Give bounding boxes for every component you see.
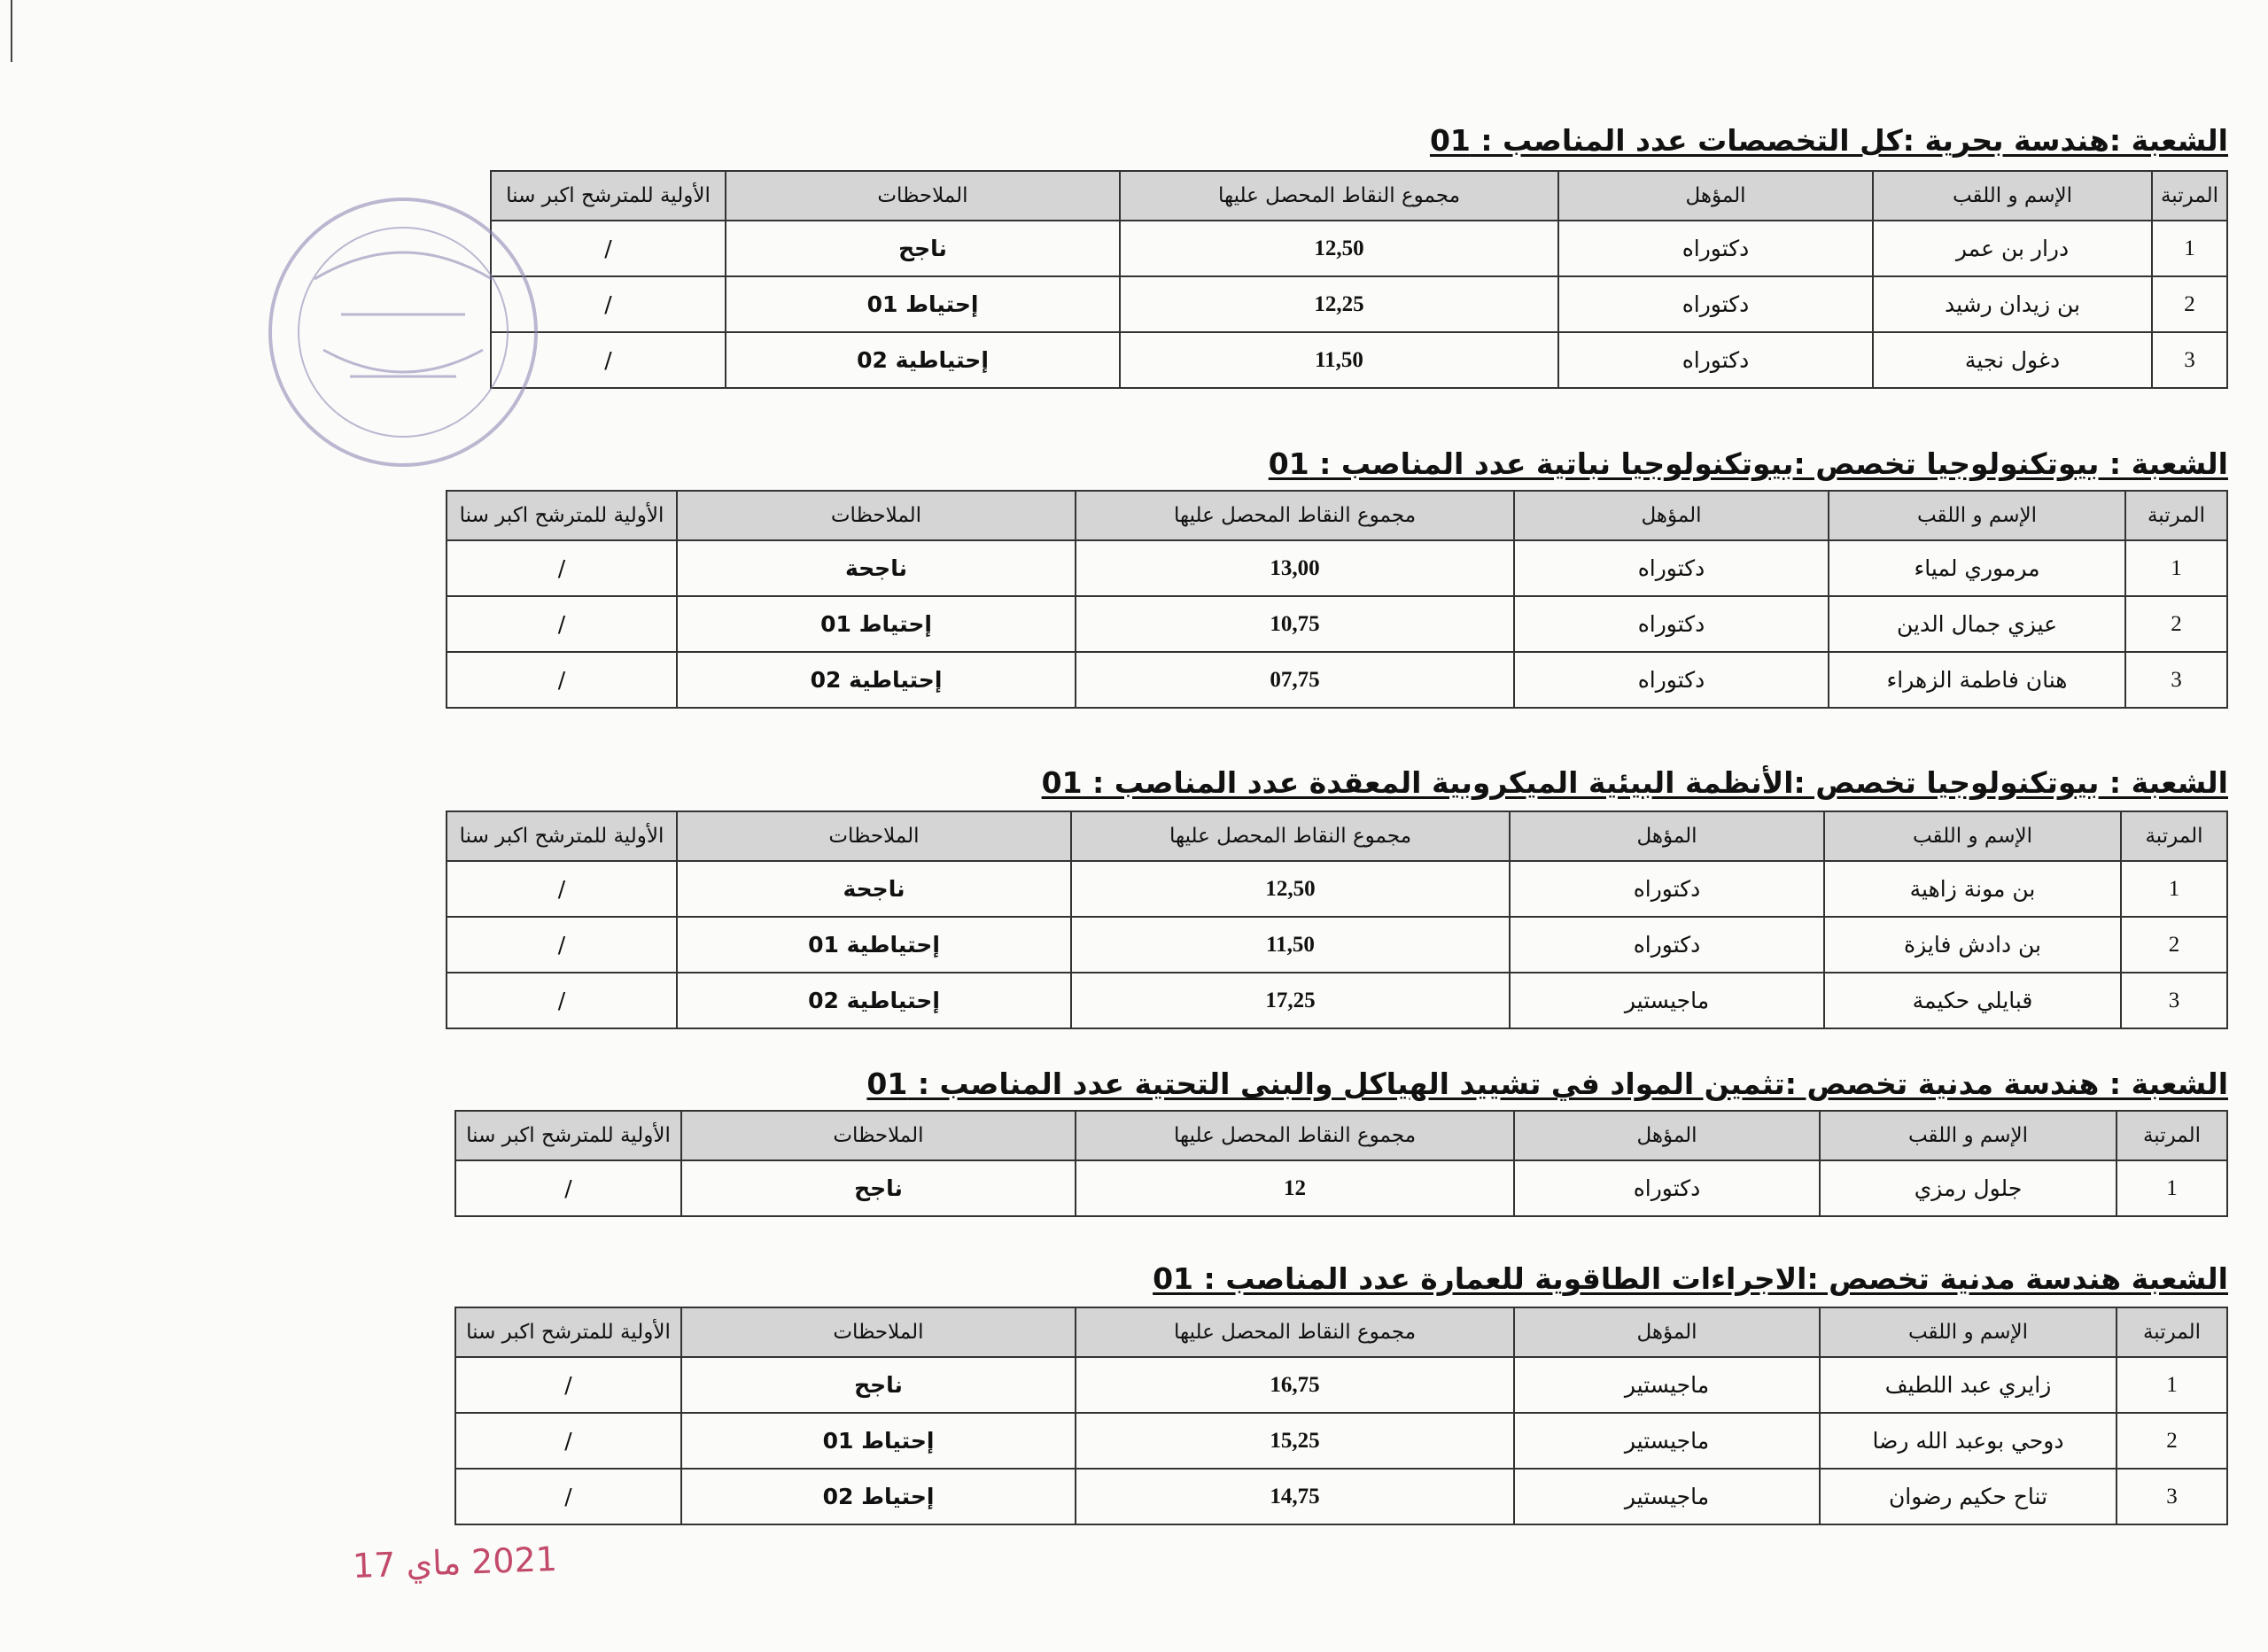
column-header-notes: الملاحظات: [726, 171, 1120, 221]
cell-score: 12,25: [1120, 276, 1558, 332]
column-header-name: الإسم و اللقب: [1873, 171, 2152, 221]
cell-rank: 1: [2117, 1160, 2227, 1216]
cell-rank: 3: [2117, 1469, 2227, 1524]
cell-priority: /: [447, 540, 677, 596]
cell-rank: 1: [2152, 221, 2227, 276]
column-header-degree: المؤهل: [1514, 1307, 1820, 1357]
column-header-notes: الملاحظات: [677, 811, 1071, 861]
cell-degree: دكتوراه: [1558, 332, 1873, 388]
cell-rank: 1: [2125, 540, 2227, 596]
cell-rank: 3: [2121, 973, 2227, 1028]
cell-priority: /: [491, 332, 726, 388]
table-row: [447, 917, 2227, 973]
section-title: الشعبة : هندسة مدنية تخصص :تثمين المواد في تشييد الهياكل والبنى التحتية عدد المناصب : 01: [866, 1066, 2228, 1101]
cell-score: 10,75: [1076, 596, 1514, 652]
table-row: [455, 1357, 2227, 1413]
column-header-name: الإسم و اللقب: [1820, 1111, 2117, 1160]
page-edge-line: [11, 0, 12, 62]
column-header-priority: الأولية للمترشح اكبر سنا: [447, 491, 677, 540]
cell-name: بن مونة زاهية: [1824, 861, 2121, 917]
cell-rank: 2: [2152, 276, 2227, 332]
cell-degree: دكتوراه: [1510, 861, 1824, 917]
column-header-score: مجموع النقاط المحصل عليها: [1071, 811, 1510, 861]
cell-notes: إحتياطية 02: [726, 332, 1120, 388]
cell-degree: دكتوراه: [1558, 276, 1873, 332]
table-row: [447, 540, 2227, 596]
cell-score: 12,50: [1120, 221, 1558, 276]
cell-score: 11,50: [1071, 917, 1510, 973]
cell-score: 12: [1076, 1160, 1514, 1216]
cell-rank: 1: [2121, 861, 2227, 917]
cell-score: 14,75: [1076, 1469, 1514, 1524]
column-header-name: الإسم و اللقب: [1829, 491, 2125, 540]
table-row: [447, 652, 2227, 708]
cell-notes: ناجح: [681, 1357, 1076, 1413]
cell-rank: 2: [2121, 917, 2227, 973]
column-header-score: مجموع النقاط المحصل عليها: [1076, 491, 1514, 540]
cell-rank: 1: [2117, 1357, 2227, 1413]
cell-name: زايري عبد اللطيف: [1820, 1357, 2117, 1413]
column-header-notes: الملاحظات: [681, 1111, 1076, 1160]
cell-priority: /: [447, 973, 677, 1028]
column-header-notes: الملاحظات: [677, 491, 1076, 540]
column-header-rank: المرتبة: [2117, 1111, 2227, 1160]
cell-name: دغول نجية: [1873, 332, 2152, 388]
cell-name: بن زيدان رشيد: [1873, 276, 2152, 332]
cell-degree: ماجيستير: [1514, 1413, 1820, 1469]
column-header-priority: الأولية للمترشح اكبر سنا: [455, 1111, 681, 1160]
results-table: [490, 170, 2228, 389]
table-row: [491, 332, 2227, 388]
table-header-row: [455, 1111, 2227, 1160]
section-title: الشعبة :هندسة بحرية :كل التخصصات عدد المناصب : 01: [1429, 123, 2228, 158]
table-row: [491, 276, 2227, 332]
column-header-degree: المؤهل: [1514, 1111, 1820, 1160]
column-header-notes: الملاحظات: [681, 1307, 1076, 1357]
cell-name: بن دادش فايزة: [1824, 917, 2121, 973]
cell-priority: /: [447, 917, 677, 973]
table-row: [447, 861, 2227, 917]
table-row: [447, 596, 2227, 652]
cell-rank: 3: [2152, 332, 2227, 388]
cell-score: 11,50: [1120, 332, 1558, 388]
cell-score: 16,75: [1076, 1357, 1514, 1413]
cell-rank: 2: [2125, 596, 2227, 652]
cell-name: هنان فاطمة الزهراء: [1829, 652, 2125, 708]
table-row: [455, 1160, 2227, 1216]
column-header-rank: المرتبة: [2152, 171, 2227, 221]
cell-notes: ناجحة: [677, 540, 1076, 596]
column-header-degree: المؤهل: [1558, 171, 1873, 221]
cell-name: قبايلي حكيمة: [1824, 973, 2121, 1028]
cell-score: 07,75: [1076, 652, 1514, 708]
cell-notes: ناجح: [681, 1160, 1076, 1216]
cell-degree: دكتوراه: [1514, 1160, 1820, 1216]
cell-priority: /: [447, 861, 677, 917]
cell-name: درار بن عمر: [1873, 221, 2152, 276]
cell-priority: /: [447, 596, 677, 652]
results-table: [446, 810, 2228, 1029]
column-header-score: مجموع النقاط المحصل عليها: [1076, 1111, 1514, 1160]
cell-notes: إحتياط 02: [681, 1469, 1076, 1524]
cell-score: 12,50: [1071, 861, 1510, 917]
column-header-name: الإسم و اللقب: [1820, 1307, 2117, 1357]
section-title: الشعبة هندسة مدنية تخصص :الاجراءات الطاقوية للعمارة عدد المناصب : 01: [1153, 1261, 2228, 1296]
cell-name: دوحي بوعبد الله رضا: [1820, 1413, 2117, 1469]
results-table: [454, 1110, 2228, 1217]
column-header-degree: المؤهل: [1514, 491, 1829, 540]
cell-degree: ماجيستير: [1510, 973, 1824, 1028]
table-header-row: [491, 171, 2227, 221]
cell-priority: /: [491, 221, 726, 276]
table-row: [491, 221, 2227, 276]
column-header-priority: الأولية للمترشح اكبر سنا: [455, 1307, 681, 1357]
cell-name: مرموري لمياء: [1829, 540, 2125, 596]
cell-degree: دكتوراه: [1510, 917, 1824, 973]
cell-notes: إحتياط 01: [681, 1413, 1076, 1469]
cell-name: تناح حكيم رضوان: [1820, 1469, 2117, 1524]
column-header-score: مجموع النقاط المحصل عليها: [1076, 1307, 1514, 1357]
cell-notes: إحتياطية 02: [677, 652, 1076, 708]
column-header-priority: الأولية للمترشح اكبر سنا: [447, 811, 677, 861]
cell-priority: /: [491, 276, 726, 332]
cell-priority: /: [455, 1413, 681, 1469]
date-stamp: 2021 ماي 17: [352, 1539, 558, 1586]
cell-degree: ماجيستير: [1514, 1469, 1820, 1524]
table-row: [447, 973, 2227, 1028]
table-header-row: [447, 491, 2227, 540]
cell-priority: /: [455, 1357, 681, 1413]
column-header-priority: الأولية للمترشح اكبر سنا: [491, 171, 726, 221]
cell-notes: ناجحة: [677, 861, 1071, 917]
cell-priority: /: [447, 652, 677, 708]
table-header-row: [447, 811, 2227, 861]
cell-score: 15,25: [1076, 1413, 1514, 1469]
cell-priority: /: [455, 1160, 681, 1216]
column-header-score: مجموع النقاط المحصل عليها: [1120, 171, 1558, 221]
cell-priority: /: [455, 1469, 681, 1524]
table-row: [455, 1413, 2227, 1469]
cell-degree: ماجيستير: [1514, 1357, 1820, 1413]
cell-degree: دكتوراه: [1514, 652, 1829, 708]
table-header-row: [455, 1307, 2227, 1357]
results-table: [446, 490, 2228, 709]
section-title: الشعبة : بيوتكنولوجيا تخصص :الأنظمة البيئية الميكروبية المعقدة عدد المناصب : 01: [1041, 765, 2228, 800]
cell-notes: ناجح: [726, 221, 1120, 276]
cell-rank: 2: [2117, 1413, 2227, 1469]
cell-notes: إحتياطية 02: [677, 973, 1071, 1028]
column-header-degree: المؤهل: [1510, 811, 1824, 861]
results-table: [454, 1307, 2228, 1525]
cell-rank: 3: [2125, 652, 2227, 708]
cell-name: عيزي جمال الدين: [1829, 596, 2125, 652]
cell-notes: إحتياطية 01: [677, 917, 1071, 973]
table-row: [455, 1469, 2227, 1524]
column-header-rank: المرتبة: [2125, 491, 2227, 540]
column-header-name: الإسم و اللقب: [1824, 811, 2121, 861]
cell-score: 17,25: [1071, 973, 1510, 1028]
section-title: الشعبة : بيوتكنولوجيا تخصص :بيوتكنولوجيا نباتية عدد المناصب : 01: [1268, 446, 2228, 481]
cell-degree: دكتوراه: [1558, 221, 1873, 276]
cell-degree: دكتوراه: [1514, 596, 1829, 652]
cell-notes: إحتياط 01: [726, 276, 1120, 332]
cell-score: 13,00: [1076, 540, 1514, 596]
cell-degree: دكتوراه: [1514, 540, 1829, 596]
cell-notes: إحتياط 01: [677, 596, 1076, 652]
column-header-rank: المرتبة: [2117, 1307, 2227, 1357]
column-header-rank: المرتبة: [2121, 811, 2227, 861]
cell-name: جلول رمزي: [1820, 1160, 2117, 1216]
